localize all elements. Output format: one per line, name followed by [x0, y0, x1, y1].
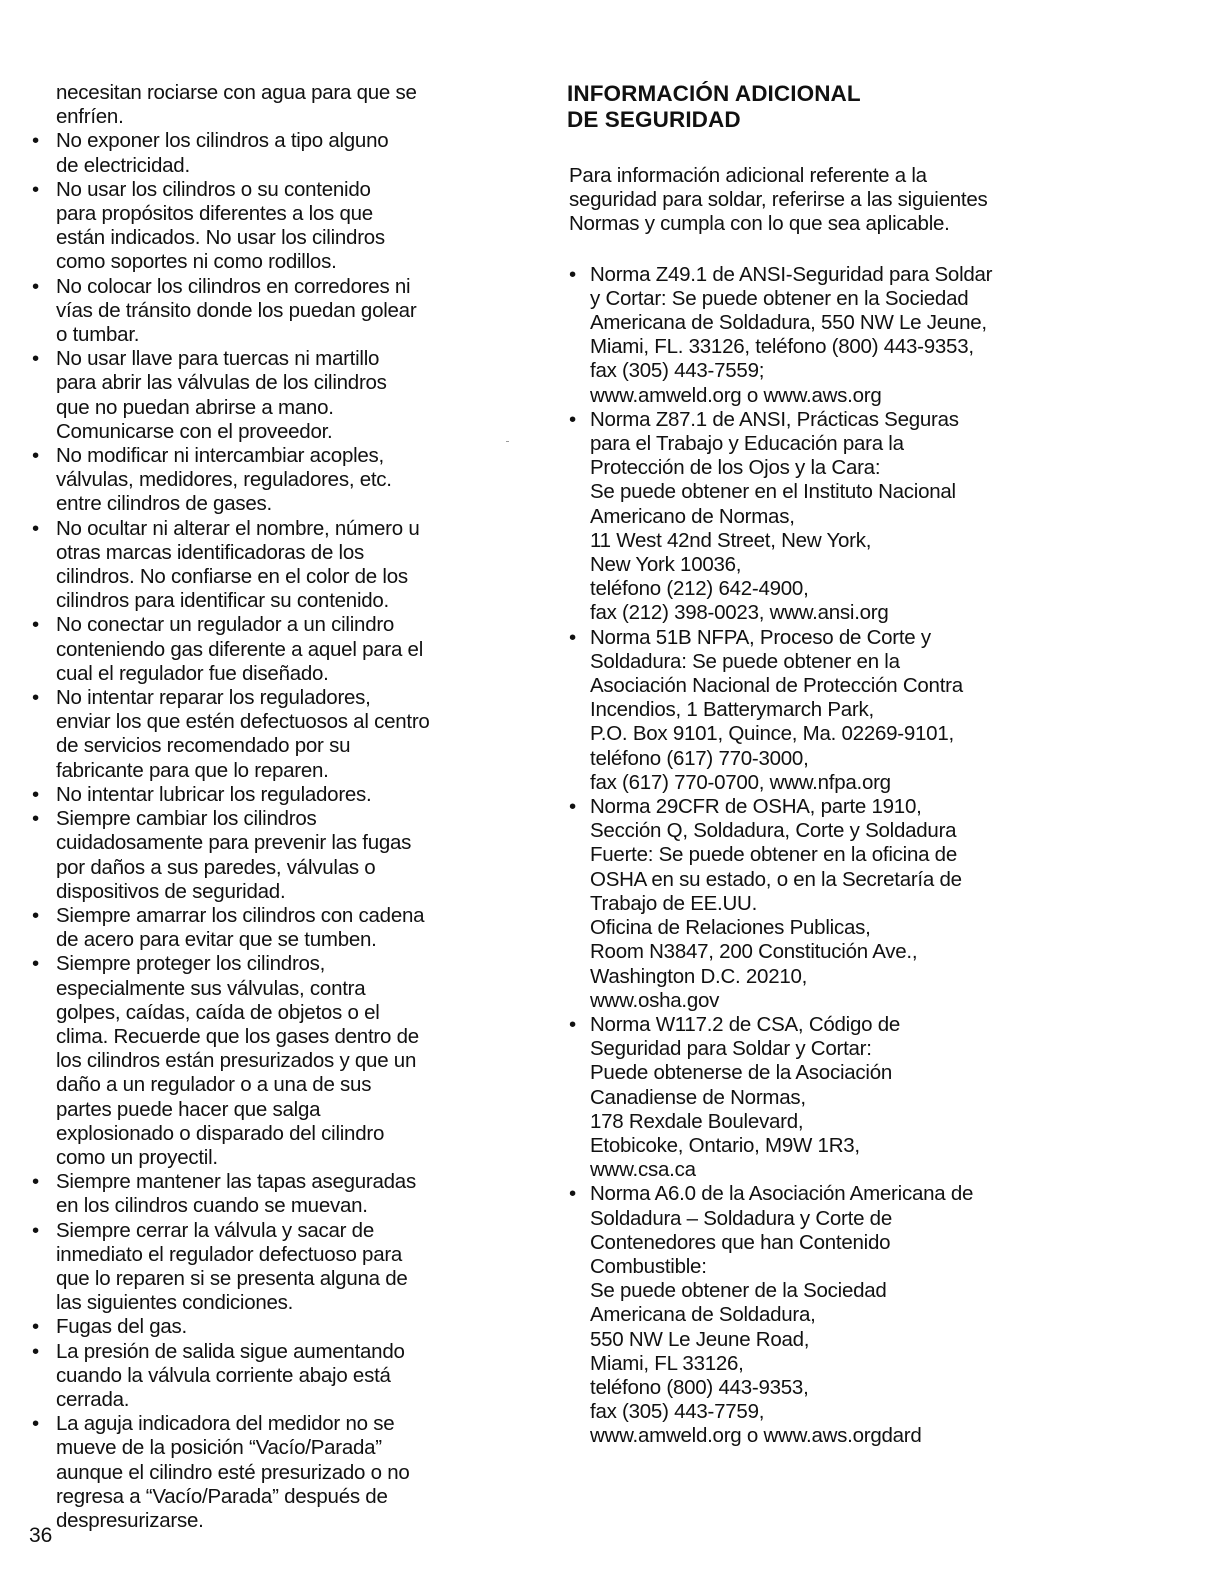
- standard-item-line: teléfono (617) 770-3000,: [590, 746, 809, 770]
- safety-item-line: Comunicarse con el proveedor.: [56, 419, 333, 443]
- standard-item-line: Incendios, 1 Batterymarch Park,: [590, 698, 874, 722]
- safety-item-bullet-line: • No intentar reparar los reguladores,: [31, 686, 501, 710]
- standard-item-line: Contenedores que han Contenido: [590, 1230, 891, 1254]
- standard-item-line: 11 West 42nd Street, New York,: [590, 528, 872, 552]
- safety-item-line: cerrada.: [56, 1387, 130, 1411]
- standard-item-line: www.csa.ca: [590, 1158, 696, 1182]
- standard-item-line: Americana de Soldadura, 550 NW Le Jeune,: [590, 311, 987, 335]
- safety-item-line: necesitan rociarse con agua para que se: [56, 81, 417, 104]
- standard-item-line: fax (617) 770-0700, www.nfpa.org: [590, 770, 891, 794]
- safety-item-line: conteniendo gas diferente a aquel para el: [56, 637, 424, 661]
- safety-item-line: de acero para evitar que se tumben.: [56, 928, 377, 952]
- standard-item-line: www.amweld.org o www.aws.org: [590, 383, 882, 407]
- standard-item-line: Room N3847, 200 Constitución Ave.,: [590, 940, 918, 964]
- right-column: [567, 81, 1067, 1449]
- safety-item-bullet-line: • No intentar lubricar los reguladores.: [31, 783, 501, 807]
- safety-item-line: clima. Recuerde que los gases dentro de: [56, 1024, 419, 1048]
- intro-line: Para información adicional referente a la: [569, 164, 927, 187]
- safety-item-line: golpes, caídas, caída de objetos o el: [56, 1000, 380, 1024]
- section-heading: [567, 81, 1067, 132]
- standard-item-line: 550 NW Le Jeune Road,: [590, 1327, 810, 1351]
- standard-item-line: para el Trabajo y Educación para la: [590, 432, 904, 456]
- safety-item-bullet-line: • La presión de salida sigue aumentando: [31, 1340, 501, 1364]
- safety-item-line: daño a un regulador o a una de sus: [56, 1073, 372, 1097]
- safety-item-line: para propósitos diferentes a los que: [56, 202, 373, 226]
- safety-item-line: fabricante para que lo reparen.: [56, 758, 329, 782]
- section-heading-line: DE SEGURIDAD: [567, 106, 741, 132]
- safety-item-bullet-line: • No modificar ni intercambiar acoples,: [31, 444, 501, 468]
- standard-item-line: teléfono (212) 642-4900,: [590, 577, 809, 601]
- safety-item-bullet-line: • No conectar un regulador a un cilindro: [31, 613, 501, 637]
- safety-item-line: o tumbar.: [56, 323, 140, 347]
- standard-item-line: Trabajo de EE.UU.: [590, 891, 758, 915]
- standard-item-line: Soldadura – Soldadura y Corte de: [590, 1206, 892, 1230]
- standard-item-line: Asociación Nacional de Protección Contra: [590, 674, 963, 698]
- standard-item-line: Se puede obtener de la Sociedad: [590, 1279, 887, 1303]
- standard-item-line: Oficina de Relaciones Publicas,: [590, 916, 871, 940]
- safety-item-bullet-line: • Fugas del gas.: [31, 1315, 501, 1339]
- safety-item-bullet-line: • No usar llave para tuercas ni martillo: [31, 347, 501, 371]
- safety-item-line: especialmente sus válvulas, contra: [56, 976, 366, 1000]
- standard-item-line: Americana de Soldadura,: [590, 1303, 816, 1327]
- safety-item-line: que lo reparen si se presenta alguna de: [56, 1266, 408, 1290]
- safety-item-line: enfríen.: [56, 105, 124, 129]
- standard-item-line: Soldadura: Se puede obtener en la: [590, 649, 900, 673]
- safety-item-line: cuidadosamente para prevenir las fugas: [56, 831, 412, 855]
- safety-item-line: cual el regulador fue diseñado.: [56, 661, 329, 685]
- safety-item-line: entre cilindros de gases.: [56, 492, 272, 516]
- safety-item-line: para abrir las válvulas de los cilindros: [56, 371, 387, 395]
- safety-item-line: mueve de la posición “Vacío/Parada”: [56, 1436, 382, 1460]
- safety-item-line: en los cilindros cuando se muevan.: [56, 1194, 368, 1218]
- standard-item-line: Combustible:: [590, 1254, 707, 1278]
- standard-item-line: Canadiense de Normas,: [590, 1085, 806, 1109]
- safety-item-line: cilindros. No confiarse en el color de los: [56, 565, 408, 589]
- safety-item-line: cuando la válvula corriente abajo está: [56, 1363, 391, 1387]
- standard-item-line: www.osha.gov: [590, 988, 720, 1012]
- standard-item-line: Etobicoke, Ontario, M9W 1R3,: [590, 1133, 860, 1157]
- safety-item-line: cilindros para identificar su contenido.: [56, 589, 389, 613]
- standard-item-line: Se puede obtener en el Instituto Nacional: [590, 480, 956, 504]
- safety-item-line: de electricidad.: [56, 153, 190, 177]
- standard-item-line: Puede obtenerse de la Asociación: [590, 1061, 893, 1085]
- safety-item-line: como soportes ni como rodillos.: [56, 250, 337, 274]
- standard-item-line: Fuerte: Se puede obtener en la oficina de: [590, 843, 957, 867]
- safety-item-line: aunque el cilindro esté presurizado o no: [56, 1460, 410, 1484]
- safety-item-bullet-line: • Siempre cerrar la válvula y sacar de: [31, 1219, 501, 1243]
- safety-item-line: los cilindros están presurizados y que un: [56, 1049, 417, 1073]
- safety-item-line: por daños a sus paredes, válvulas o: [56, 855, 376, 879]
- standard-item-line: www.amweld.org o www.aws.orgdard: [590, 1424, 922, 1448]
- page-number: 36: [29, 1524, 53, 1547]
- safety-item-bullet-line: • Siempre amarrar los cilindros con cadena: [31, 904, 501, 928]
- standard-item-line: 178 Rexdale Boulevard,: [590, 1109, 804, 1133]
- standard-item-bullet-line: • Norma A6.0 de la Asociación Americana de: [567, 1182, 1067, 1206]
- safety-item-bullet-line: • No colocar los cilindros en corredores ni: [31, 275, 501, 299]
- standard-item-line: y Cortar: Se puede obtener en la Sociedad: [590, 286, 969, 310]
- safety-item-line: están indicados. No usar los cilindros: [56, 226, 385, 250]
- safety-item-bullet-line: • Siempre proteger los cilindros,: [31, 952, 501, 976]
- section-heading-line: INFORMACIÓN ADICIONAL: [567, 81, 861, 106]
- safety-item-bullet-line: • Siempre cambiar los cilindros: [31, 807, 501, 831]
- intro-line: Normas y cumpla con lo que sea aplicable.: [569, 212, 950, 236]
- standard-item-bullet-line: • Norma W117.2 de CSA, Código de: [567, 1013, 1067, 1037]
- left-column: [31, 81, 501, 1533]
- standard-item-bullet-line: • Norma 29CFR de OSHA, parte 1910,: [567, 795, 1067, 819]
- standard-item-bullet-line: • Norma 51B NFPA, Proceso de Corte y: [567, 626, 1067, 650]
- standard-item-line: OSHA en su estado, o en la Secretaría de: [590, 867, 962, 891]
- safety-item-line: regresa a “Vacío/Parada” después de: [56, 1484, 388, 1508]
- standard-item-line: P.O. Box 9101, Quince, Ma. 02269-9101,: [590, 722, 954, 746]
- standard-item-line: Sección Q, Soldadura, Corte y Soldadura: [590, 819, 957, 843]
- safety-item-bullet-line: • No exponer los cilindros a tipo alguno: [31, 129, 501, 153]
- safety-item-line: válvulas, medidores, reguladores, etc.: [56, 468, 392, 492]
- standard-item-line: Miami, FL. 33126, teléfono (800) 443-9353,: [590, 335, 974, 359]
- safety-item-line: explosionado o disparado del cilindro: [56, 1121, 385, 1145]
- standard-item-line: teléfono (800) 443-9353,: [590, 1375, 809, 1399]
- safety-item-line: partes puede hacer que salga: [56, 1097, 321, 1121]
- standard-item-line: Americano de Normas,: [590, 504, 795, 528]
- safety-item-bullet-line: • No usar los cilindros o su contenido: [31, 178, 501, 202]
- safety-item-line: vías de tránsito donde los puedan golear: [56, 298, 417, 322]
- safety-item-bullet-line: • La aguja indicadora del medidor no se: [31, 1412, 501, 1436]
- standard-item-line: Miami, FL 33126,: [590, 1351, 744, 1375]
- safety-item-line: inmediato el regulador defectuoso para: [56, 1242, 403, 1266]
- safety-item-line: enviar los que estén defectuosos al centro: [56, 710, 430, 734]
- safety-item-bullet-line: • Siempre mantener las tapas aseguradas: [31, 1170, 501, 1194]
- scan-mark: [506, 441, 509, 442]
- safety-item-line: otras marcas identificadoras de los: [56, 540, 365, 564]
- standard-item-line: fax (305) 443-7559;: [590, 359, 765, 383]
- safety-item-bullet-line: • No ocultar ni alterar el nombre, número u: [31, 517, 501, 541]
- standards-list: [567, 263, 1067, 1449]
- safety-item-line: dispositivos de seguridad.: [56, 879, 286, 903]
- standard-item-line: fax (212) 398-0023, www.ansi.org: [590, 601, 889, 625]
- standard-item-bullet-line: • Norma Z49.1 de ANSI-Seguridad para Soldar: [567, 263, 1067, 287]
- safety-item-line: que no puedan abrirse a mano.: [56, 395, 334, 419]
- standard-item-line: New York 10036,: [590, 553, 742, 577]
- intro-paragraph: [567, 164, 1067, 237]
- safety-item-line: como un proyectil.: [56, 1145, 218, 1169]
- safety-item-line: las siguientes condiciones.: [56, 1291, 294, 1315]
- safety-item-line: de servicios recomendado por su: [56, 734, 351, 758]
- safety-item-line: despresurizarse.: [56, 1508, 204, 1532]
- standard-item-bullet-line: • Norma Z87.1 de ANSI, Prácticas Seguras: [567, 408, 1067, 432]
- standard-item-line: fax (305) 443-7759,: [590, 1400, 765, 1424]
- standard-item-line: Protección de los Ojos y la Cara:: [590, 456, 881, 480]
- standard-item-line: Washington D.C. 20210,: [590, 964, 808, 988]
- standard-item-line: Seguridad para Soldar y Cortar:: [590, 1037, 872, 1061]
- intro-line: seguridad para soldar, referirse a las siguientes: [569, 188, 988, 212]
